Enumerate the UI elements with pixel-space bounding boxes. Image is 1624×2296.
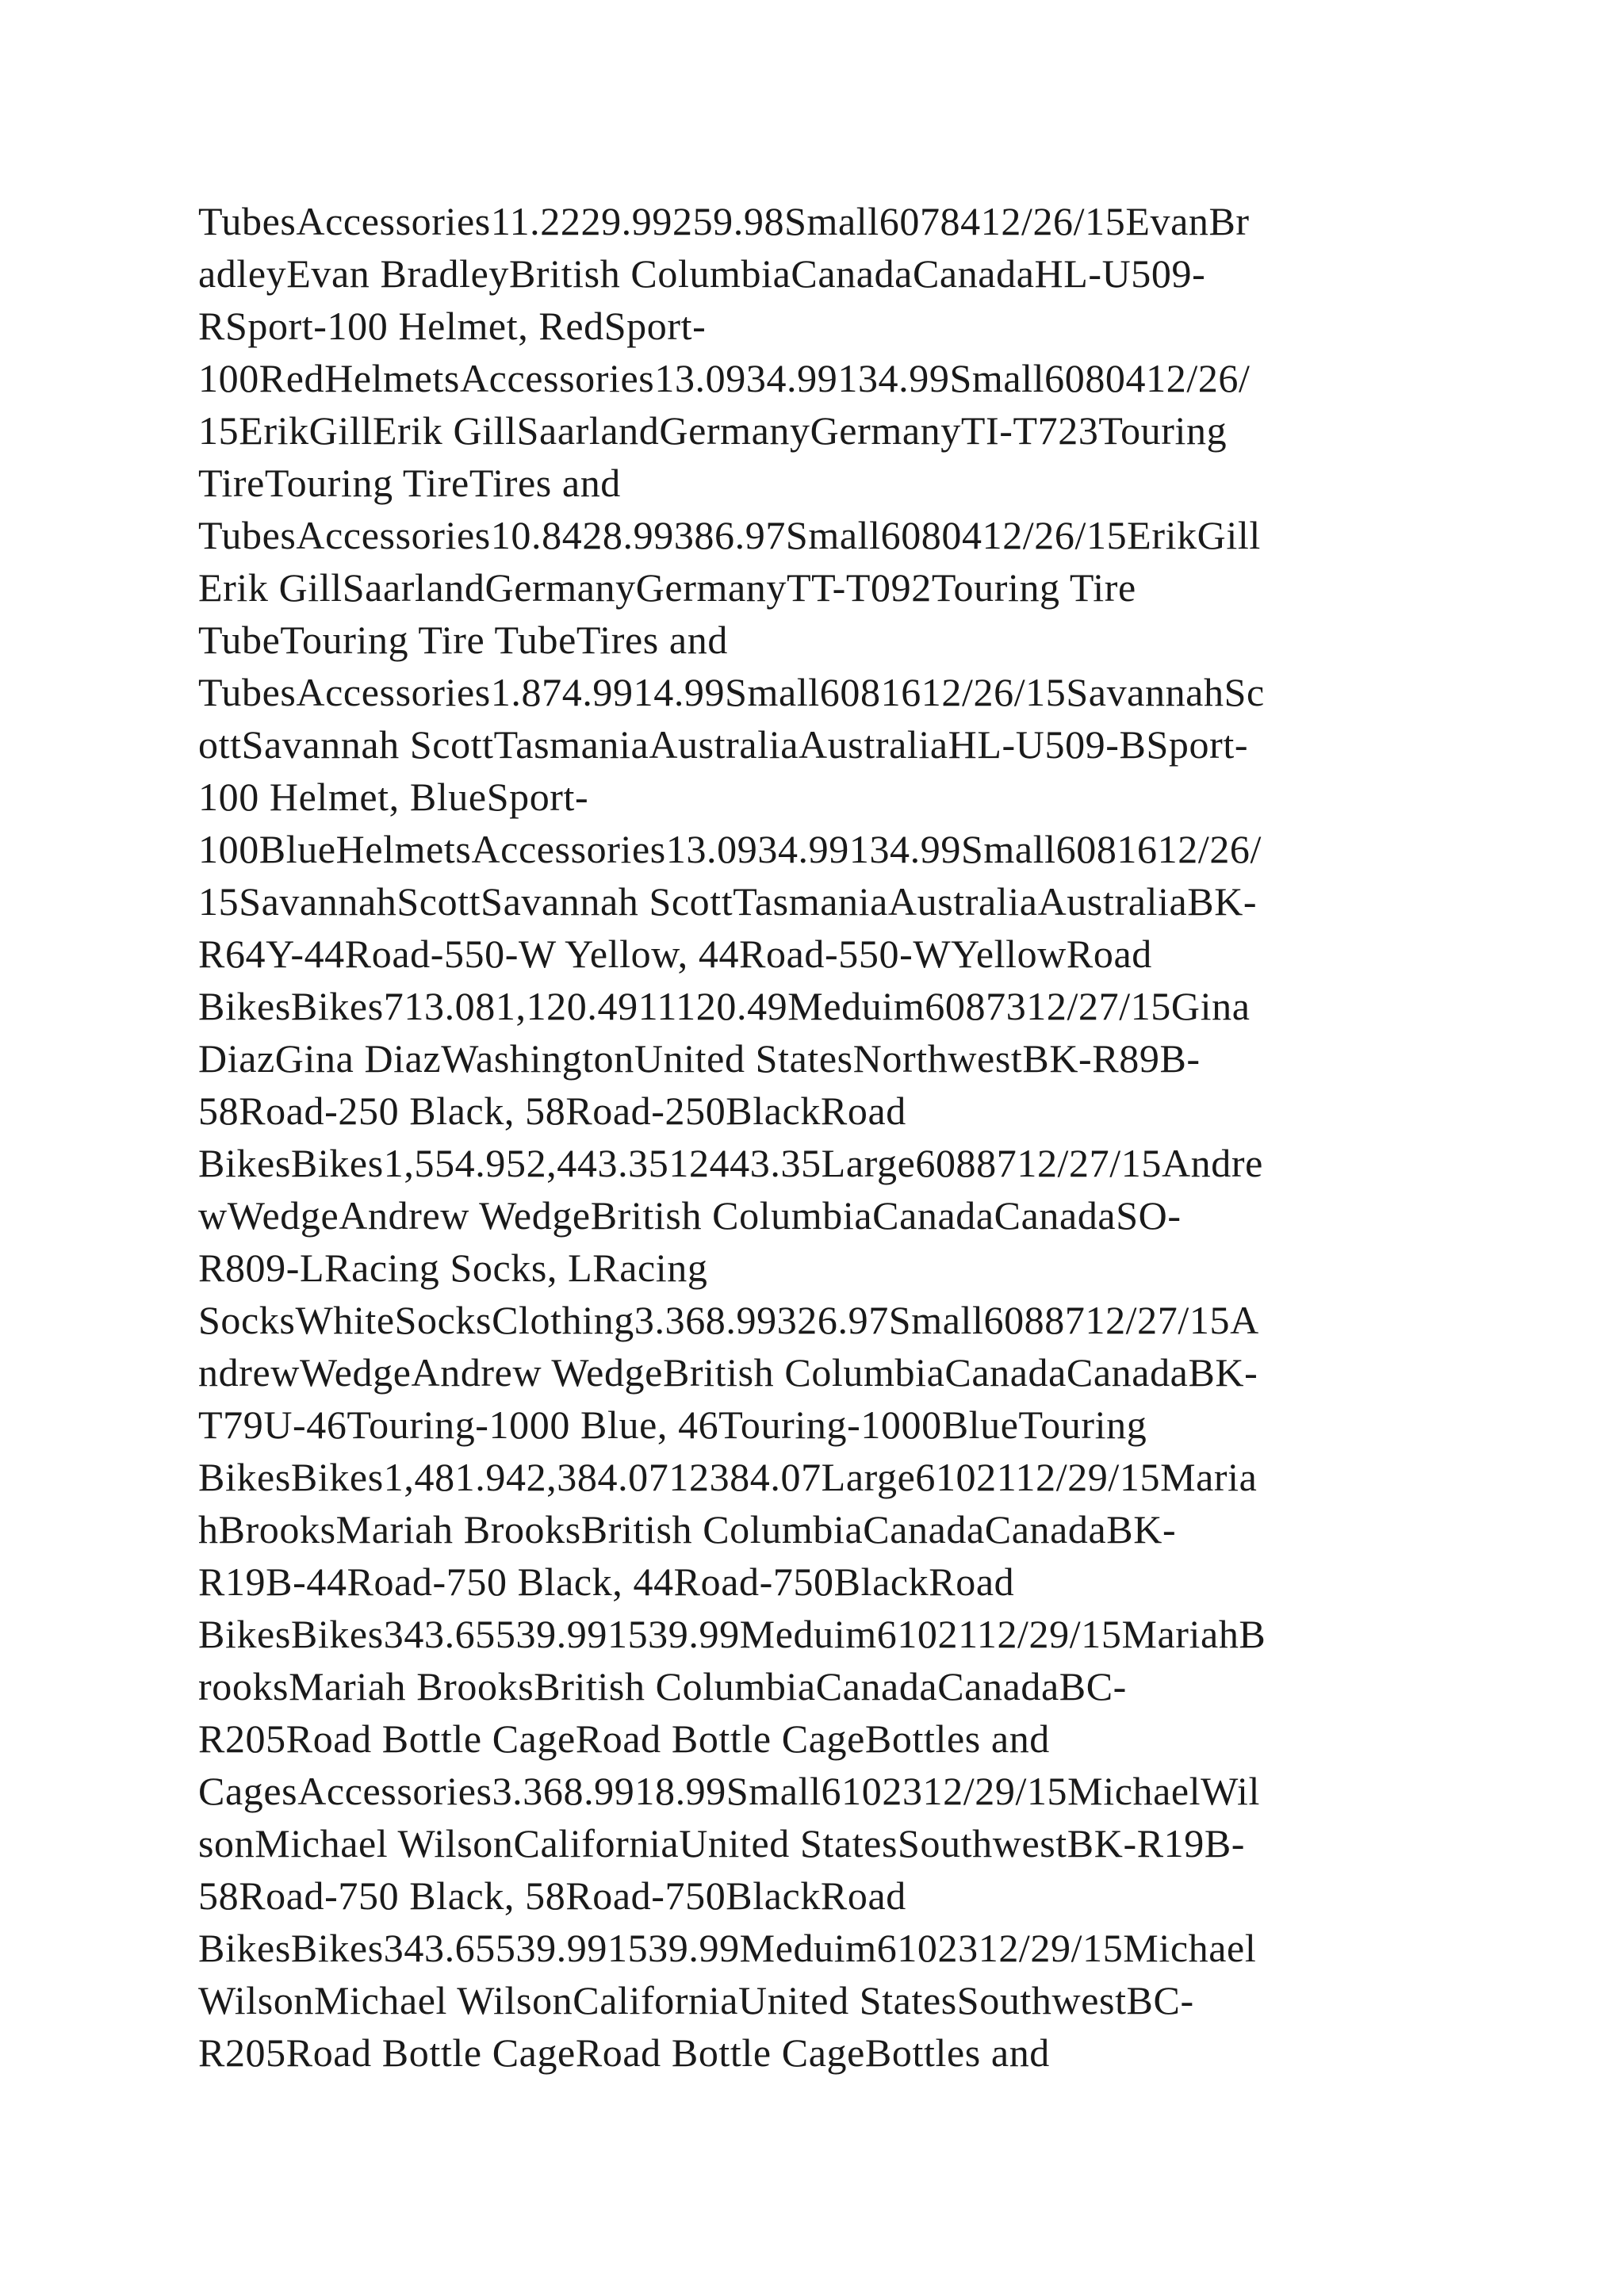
text-line: adleyEvan BradleyBritish ColumbiaCanadaCanadaHL-U509- xyxy=(198,251,1206,296)
text-line: R64Y-44Road-550-W Yellow, 44Road-550-WYellowRoad xyxy=(198,932,1152,976)
text-line: TireTouring TireTires and xyxy=(198,461,621,505)
document-text-body xyxy=(198,195,1451,2079)
text-line: sonMichael WilsonCaliforniaUnited StatesSouthwestBK-R19B- xyxy=(198,1821,1246,1866)
text-line: hBrooksMariah BrooksBritish ColumbiaCanadaCanadaBK- xyxy=(198,1507,1177,1552)
text-line: R205Road Bottle CageRoad Bottle CageBottles and xyxy=(198,1716,1050,1761)
text-line: ottSavannah ScottTasmaniaAustraliaAustraliaHL-U509-BSport- xyxy=(198,722,1249,767)
text-line: TubesAccessories1.874.9914.99Small6081612/26/15SavannahSc xyxy=(198,670,1265,714)
text-line: R809-LRacing Socks, LRacing xyxy=(198,1246,708,1290)
text-line: BikesBikes1,481.942,384.0712384.07Large6102112/29/15Maria xyxy=(198,1455,1258,1499)
text-line: WilsonMichael WilsonCaliforniaUnited StatesSouthwestBC- xyxy=(198,1978,1194,2022)
text-line: DiazGina DiazWashingtonUnited StatesNorthwestBK-R89B- xyxy=(198,1036,1201,1081)
text-line: rooksMariah BrooksBritish ColumbiaCanadaCanadaBC- xyxy=(198,1664,1127,1709)
text-line: BikesBikes713.081,120.4911120.49Meduim6087312/27/15Gina xyxy=(198,984,1251,1028)
text-line: R205Road Bottle CageRoad Bottle CageBottles and xyxy=(198,2030,1050,2075)
text-line: 58Road-750 Black, 58Road-750BlackRoad xyxy=(198,1873,906,1918)
text-line: BikesBikes343.65539.991539.99Meduim6102112/29/15MariahB xyxy=(198,1612,1266,1656)
text-line: 100BlueHelmetsAccessories13.0934.99134.99Small6081612/26/ xyxy=(198,827,1262,871)
text-line: wWedgeAndrew WedgeBritish ColumbiaCanadaCanadaSO- xyxy=(198,1193,1182,1238)
text-line: RSport-100 Helmet, RedSport- xyxy=(198,304,707,348)
text-line: 15SavannahScottSavannah ScottTasmaniaAustraliaAustraliaBK- xyxy=(198,879,1258,924)
text-line: TubeTouring Tire TubeTires and xyxy=(198,618,728,662)
text-line: Erik GillSaarlandGermanyGermanyTT-T092Touring Tire xyxy=(198,565,1136,610)
text-line: BikesBikes343.65539.991539.99Meduim6102312/29/15Michael xyxy=(198,1926,1257,1970)
text-line: ndrewWedgeAndrew WedgeBritish ColumbiaCanadaCanadaBK- xyxy=(198,1350,1258,1395)
text-line: TubesAccessories10.8428.99386.97Small6080412/26/15ErikGill xyxy=(198,513,1261,557)
text-line: SocksWhiteSocksClothing3.368.99326.97Small6088712/27/15A xyxy=(198,1298,1259,1342)
text-line: 58Road-250 Black, 58Road-250BlackRoad xyxy=(198,1089,906,1133)
text-line: 100 Helmet, BlueSport- xyxy=(198,775,589,819)
text-line: R19B-44Road-750 Black, 44Road-750BlackRoad xyxy=(198,1559,1015,1604)
text-line: BikesBikes1,554.952,443.3512443.35Large6088712/27/15Andre xyxy=(198,1141,1263,1185)
text-line: T79U-46Touring-1000 Blue, 46Touring-1000BlueTouring xyxy=(198,1402,1147,1447)
text-line: CagesAccessories3.368.9918.99Small6102312/29/15MichaelWil xyxy=(198,1769,1260,1813)
text-line: 100RedHelmetsAccessories13.0934.99134.99Small6080412/26/ xyxy=(198,356,1251,400)
text-line: TubesAccessories11.2229.99259.98Small6078412/26/15EvanBr xyxy=(198,199,1250,243)
text-line: 15ErikGillErik GillSaarlandGermanyGermanyTI-T723Touring xyxy=(198,408,1228,453)
